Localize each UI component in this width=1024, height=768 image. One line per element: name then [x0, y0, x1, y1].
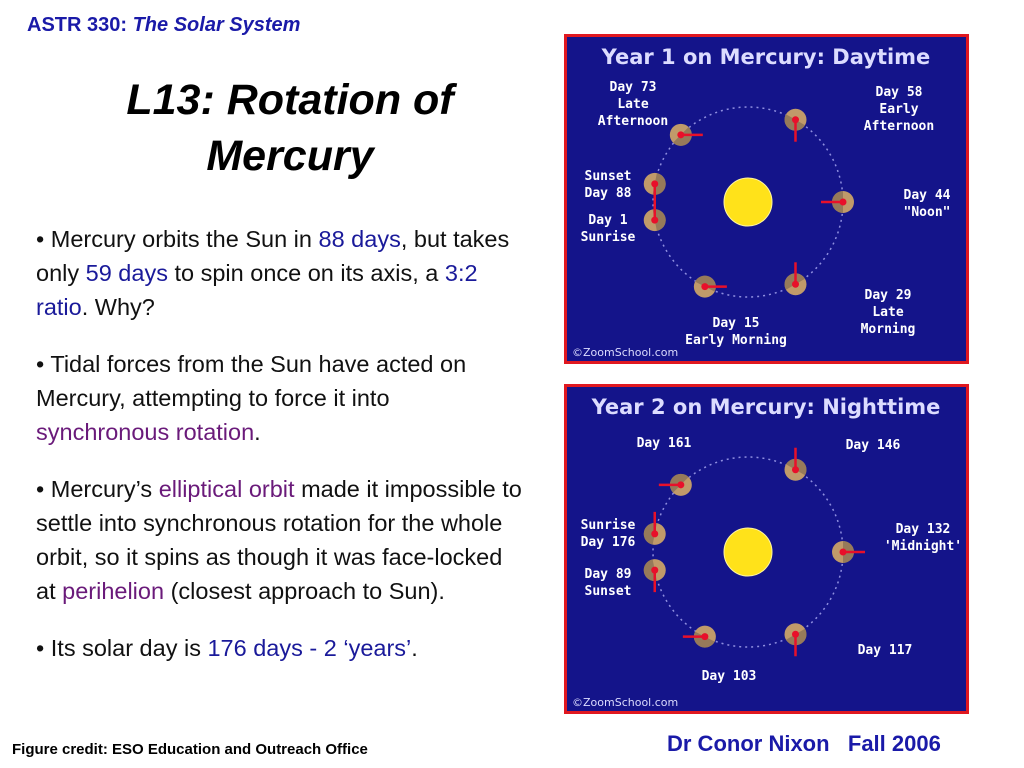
orbit-label-line: Late: [617, 97, 649, 112]
orbit-label-line: Day 58: [875, 85, 923, 100]
bullet-text: • Tidal forces from the Sun have acted on Mercury, attempting to force it into: [36, 351, 467, 411]
course-name: The Solar System: [132, 14, 301, 36]
mercury-orbit-diagram-daytime: [567, 37, 966, 361]
surface-marker-dot: [651, 567, 658, 574]
slide-title-line-2: Mercury: [206, 132, 374, 180]
bullet-text: .: [254, 419, 261, 445]
slide-title: [40, 72, 540, 184]
orbit-label-line: Day 103: [701, 669, 757, 684]
orbit-label-line: 'Midnight': [883, 539, 963, 554]
orbit-label-line: Day 89: [584, 567, 632, 582]
bullet-text: . Why?: [81, 294, 155, 320]
copyright-text: ©ZoomSchool.com: [572, 696, 679, 709]
figure-credit: Figure credit: ESO Education and Outreach Office: [12, 741, 368, 758]
orbit-label-line: Day 146: [845, 438, 901, 453]
orbit-label: [858, 643, 913, 658]
orbit-label-line: Afternoon: [863, 119, 935, 134]
bullet-text: (closest approach to Sun).: [164, 578, 445, 604]
bullet-text: • Mercury orbits the Sun in: [36, 226, 319, 252]
sun-icon: [724, 528, 772, 576]
orbit-label-line: Day 88: [584, 186, 632, 201]
bullet-text: • Mercury’s: [36, 476, 159, 502]
orbit-label: [846, 438, 901, 453]
bullet-text: , but takes only: [36, 226, 510, 286]
copyright-text: ©ZoomSchool.com: [572, 346, 679, 359]
surface-marker-dot: [840, 199, 847, 206]
orbit-label-line: Day 44: [903, 188, 951, 203]
orbit-label-line: Early: [879, 102, 919, 117]
bullet-highlight: elliptical orbit: [158, 476, 295, 502]
surface-marker-dot: [651, 217, 658, 224]
orbit-label-line: Sunset: [584, 584, 632, 599]
bullet-highlight: 176 days - 2 ‘years’: [207, 635, 412, 661]
mercury-orbit-diagram-nighttime: [567, 387, 966, 711]
figure-title: Year 1 on Mercury: Daytime: [601, 45, 931, 69]
orbit-label-line: Sunrise: [580, 230, 636, 245]
orbit-label-line: Day 1: [588, 213, 628, 228]
surface-marker-dot: [840, 549, 847, 556]
orbit-label-line: Early Morning: [685, 333, 787, 348]
bullet-highlight: 3:2 ratio: [36, 260, 478, 320]
surface-marker-dot: [701, 283, 708, 290]
bullet-4: [36, 631, 526, 665]
course-code: ASTR 330:: [27, 14, 128, 36]
orbit-label-line: Day 161: [636, 436, 692, 451]
sun-icon: [724, 178, 772, 226]
bullet-text: to spin once on its axis, a: [167, 260, 445, 286]
bullet-highlight: 59 days: [85, 260, 168, 286]
orbit-label-line: Sunrise: [580, 518, 636, 533]
orbit-label-line: Day 176: [580, 535, 636, 550]
bullet-highlight: perihelion: [62, 578, 165, 604]
orbit-label-line: Sunset: [584, 169, 632, 184]
figure-year2-nighttime: [564, 384, 969, 714]
figure-year1-daytime: [564, 34, 969, 364]
bullet-text: • Its solar day is: [36, 635, 208, 661]
surface-marker-dot: [792, 281, 799, 288]
bullet-text: .: [411, 635, 418, 661]
figure-title: Year 2 on Mercury: Nighttime: [591, 395, 941, 419]
orbit-label-line: Afternoon: [597, 114, 669, 129]
orbit-label-line: Morning: [860, 322, 916, 337]
bullet-2: [36, 347, 526, 449]
orbit-label-line: "Noon": [903, 205, 951, 220]
orbit-label: [702, 669, 757, 684]
surface-marker-dot: [651, 180, 658, 187]
surface-marker-dot: [677, 131, 684, 138]
author-date: Dr Conor Nixon Fall 2006: [667, 731, 941, 756]
orbit-label-line: Day 132: [895, 522, 951, 537]
surface-marker-dot: [792, 631, 799, 638]
surface-marker-dot: [651, 530, 658, 537]
surface-marker-dot: [701, 633, 708, 640]
bullet-highlight: 88 days: [318, 226, 401, 252]
bullet-3: [36, 472, 526, 608]
orbit-label-line: Day 117: [857, 643, 913, 658]
orbit-label-line: Late: [872, 305, 904, 320]
orbit-label: [637, 436, 692, 451]
surface-marker-dot: [792, 116, 799, 123]
bullet-highlight: synchronous rotation: [36, 419, 255, 445]
surface-marker-dot: [792, 466, 799, 473]
slide-title-line-1: L13: Rotation of: [126, 76, 454, 124]
orbit-label-line: Day 15: [712, 316, 760, 331]
orbit-label-line: Day 29: [864, 288, 912, 303]
orbit-label-line: Day 73: [609, 80, 657, 95]
bullet-text: made it impossible to settle into synchronous rotation for the whole orbit, so it spins as though it was face-locked at: [36, 476, 522, 604]
bullet-1: [36, 222, 526, 324]
surface-marker-dot: [677, 481, 684, 488]
bullet-list: [36, 222, 526, 688]
course-header: [27, 14, 300, 37]
